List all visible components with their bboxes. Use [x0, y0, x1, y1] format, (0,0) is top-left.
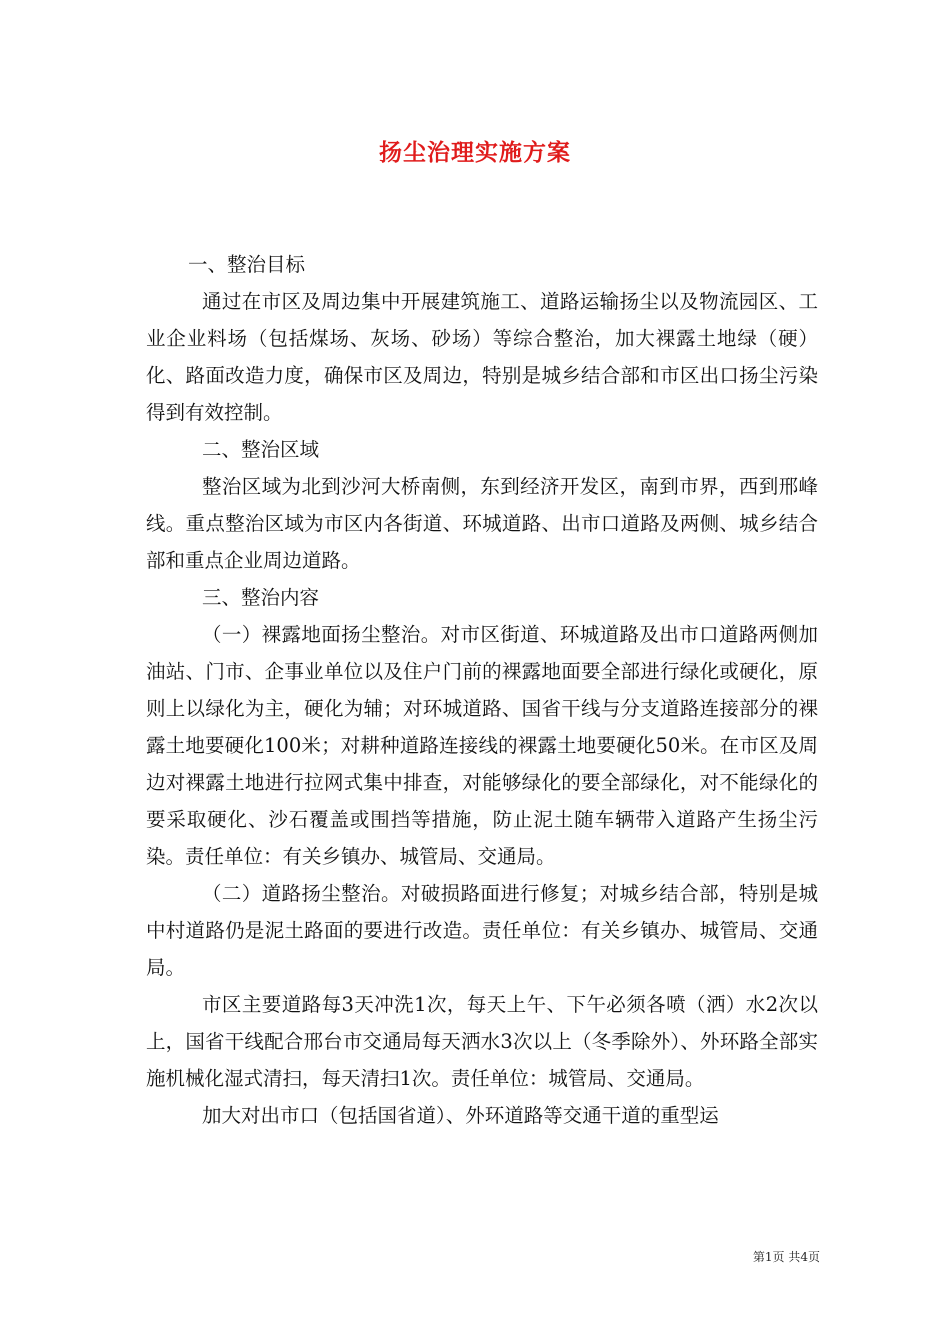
- paragraph-bare-ground: （一）裸露地面扬尘整治。对市区街道、环城道路及出市口道路两侧加油站、门市、企事业单位以及住户门前的裸露地面要全部进行绿化或硬化，原则上以绿化为主，硬化为辅；对环城道路、国省干线与分支道路连接部分的裸露土地要硬化100米；对耕种道路连接线的裸露土地要硬化50米。在市区及周边对裸露土地进行拉网式集中排查，对能够绿化的要全部绿化，对不能绿化的要采取硬化、沙石覆盖或围挡等措施，防止泥土随车辆带入道路产生扬尘污染。责任单位：有关乡镇办、城管局、交通局。: [146, 623, 818, 868]
- page-number: 第1页 共4页: [752, 1250, 820, 1264]
- paragraph-goals: 通过在市区及周边集中开展建筑施工、道路运输扬尘以及物流园区、工业企业料场（包括煤场、灰场、砂场）等综合整治，加大裸露土地绿（硬）化、路面改造力度，确保市区及周边，特别是城乡结合部和市区出口扬尘污染得到有效控制。: [146, 290, 818, 424]
- paragraph-road-washing: 市区主要道路每3天冲洗1次，每天上午、下午必须各喷（洒）水2次以上，国省干线配合邢台市交通局每天洒水3次以上（冬季除外）、外环路全部实施机械化湿式清扫，每天清扫1次。责任单位：城管局、交通局。: [146, 993, 818, 1090]
- paragraph-road-dust: （二）道路扬尘整治。对破损路面进行修复；对城乡结合部，特别是城中村道路仍是泥土路面的要进行改造。责任单位：有关乡镇办、城管局、交通局。: [146, 882, 818, 979]
- section-heading-content: 三、整治内容: [202, 586, 320, 609]
- document-title: 扬尘治理实施方案: [379, 139, 571, 166]
- section-heading-goals: 一、整治目标: [188, 253, 306, 276]
- section-heading-area: 二、整治区域: [202, 438, 320, 461]
- paragraph-area: 整治区域为北到沙河大桥南侧，东到经济开发区，南到市界，西到邢峰线。重点整治区域为市区内各街道、环城道路、出市口道路及两侧、城乡结合部和重点企业周边道路。: [146, 475, 818, 572]
- document-body: [146, 246, 818, 1134]
- paragraph-heavy-vehicles: 加大对出市口（包括国省道）、外环道路等交通干道的重型运: [202, 1104, 719, 1127]
